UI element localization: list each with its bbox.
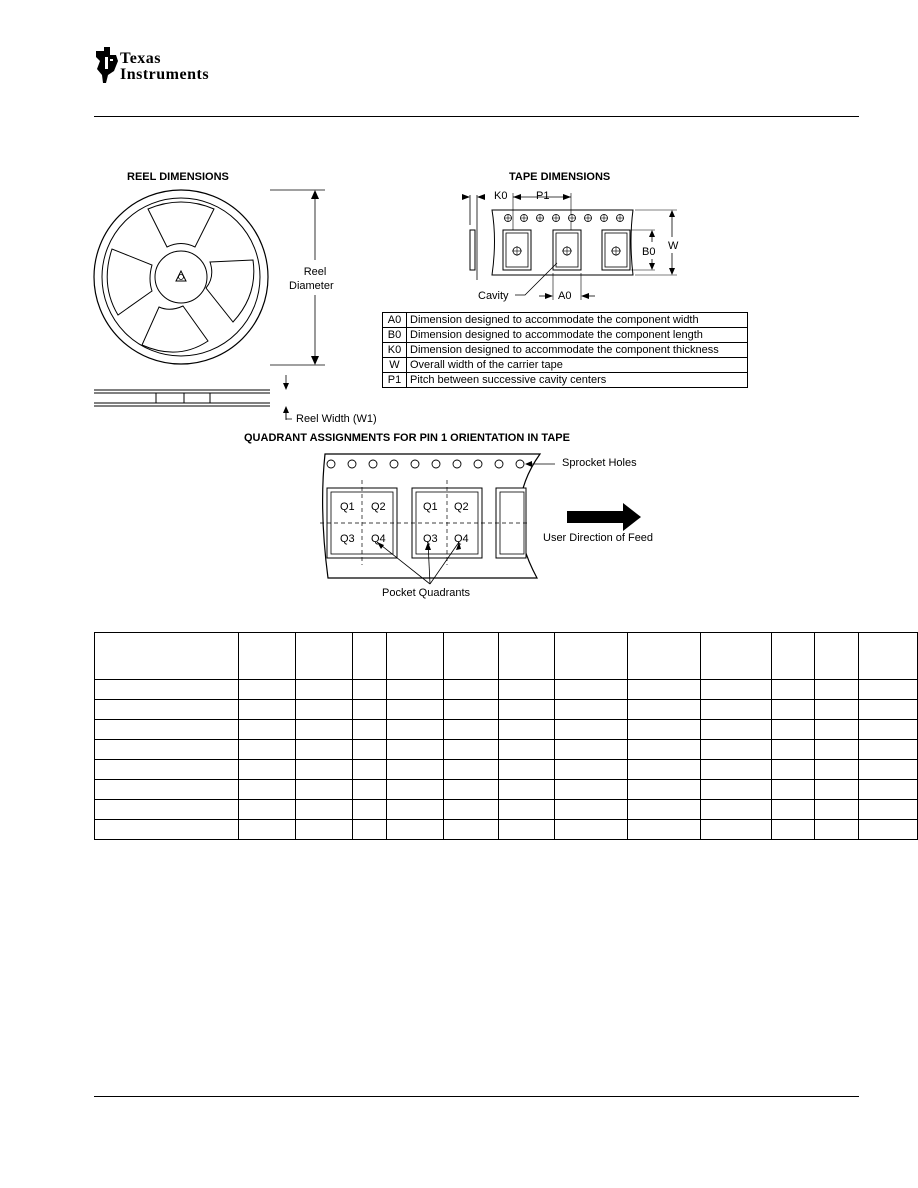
table-cell	[296, 800, 353, 820]
table-cell	[555, 720, 628, 740]
header-rule	[94, 116, 859, 117]
table-cell	[815, 800, 859, 820]
table-cell	[772, 680, 815, 700]
legend-code: A0	[383, 313, 407, 328]
table-cell	[700, 820, 772, 840]
table-cell	[95, 820, 239, 840]
quadrant-q2-b: Q2	[454, 501, 469, 513]
table-cell	[239, 820, 296, 840]
w-label: W	[668, 240, 679, 252]
table-cell	[859, 780, 918, 800]
legend-row	[383, 313, 748, 328]
table-cell	[700, 800, 772, 820]
table-cell	[772, 633, 815, 680]
table-cell	[239, 680, 296, 700]
table-cell	[627, 700, 700, 720]
table-cell	[296, 720, 353, 740]
table-cell	[627, 780, 700, 800]
table-row	[95, 740, 918, 760]
legend-code: B0	[383, 328, 407, 343]
table-cell	[555, 820, 628, 840]
quadrant-q3-b: Q3	[423, 533, 438, 545]
sprocket-holes-label: Sprocket Holes	[562, 457, 637, 469]
k0-label: K0	[494, 190, 508, 202]
table-cell	[555, 800, 628, 820]
legend-code: K0	[383, 343, 407, 358]
table-row	[95, 720, 918, 740]
table-cell	[386, 820, 443, 840]
table-cell	[499, 700, 555, 720]
table-cell	[700, 740, 772, 760]
table-cell	[239, 760, 296, 780]
tape-dimension-legend	[382, 312, 748, 388]
table-cell	[353, 700, 387, 720]
table-cell	[386, 700, 443, 720]
table-cell	[555, 760, 628, 780]
table-cell	[627, 760, 700, 780]
table-cell	[353, 780, 387, 800]
reel-side-view	[90, 370, 290, 420]
reel-width-label: Reel Width (W1)	[296, 413, 377, 425]
legend-desc: Dimension designed to accommodate the component thickness	[407, 343, 748, 358]
quadrant-q3-a: Q3	[340, 533, 355, 545]
pocket-quadrants-label: Pocket Quadrants	[382, 587, 471, 599]
table-cell	[443, 820, 499, 840]
table-cell	[859, 800, 918, 820]
table-cell	[443, 740, 499, 760]
table-cell	[353, 680, 387, 700]
legend-row	[383, 343, 748, 358]
table-cell	[627, 720, 700, 740]
reel-diameter-label-1: Reel	[303, 266, 327, 278]
quadrant-title: QUADRANT ASSIGNMENTS FOR PIN 1 ORIENTATION IN TAPE	[244, 432, 570, 444]
table-cell	[239, 740, 296, 760]
table-cell	[772, 740, 815, 760]
table-cell	[859, 760, 918, 780]
table-cell	[700, 760, 772, 780]
legend-desc: Overall width of the carrier tape	[407, 358, 748, 373]
table-cell	[499, 720, 555, 740]
company-name-line1: Texas	[120, 50, 162, 67]
table-cell	[386, 800, 443, 820]
footer-rule	[94, 1096, 859, 1097]
table-cell	[815, 720, 859, 740]
table-cell	[443, 680, 499, 700]
table-cell	[296, 680, 353, 700]
legend-desc: Dimension designed to accommodate the component length	[407, 328, 748, 343]
table-cell	[95, 760, 239, 780]
table-cell	[772, 800, 815, 820]
table-cell	[627, 740, 700, 760]
table-cell	[772, 820, 815, 840]
table-cell	[499, 740, 555, 760]
table-cell	[499, 820, 555, 840]
legend-desc: Dimension designed to accommodate the component width	[407, 313, 748, 328]
table-cell	[239, 633, 296, 680]
table-cell	[95, 700, 239, 720]
table-cell	[499, 680, 555, 700]
legend-desc: Pitch between successive cavity centers	[407, 373, 748, 388]
table-cell	[95, 740, 239, 760]
table-cell	[772, 700, 815, 720]
table-cell	[815, 820, 859, 840]
table-cell	[859, 740, 918, 760]
table-cell	[239, 800, 296, 820]
table-cell	[443, 800, 499, 820]
table-cell	[555, 740, 628, 760]
ti-logo-icon	[94, 45, 122, 85]
table-cell	[353, 633, 387, 680]
table-row	[95, 700, 918, 720]
feed-direction-label: User Direction of Feed	[543, 532, 654, 544]
table-cell	[627, 680, 700, 700]
table-cell	[296, 700, 353, 720]
table-cell	[296, 780, 353, 800]
table-cell	[627, 633, 700, 680]
table-cell	[555, 780, 628, 800]
table-cell	[386, 760, 443, 780]
table-cell	[353, 800, 387, 820]
table-cell	[700, 633, 772, 680]
table-cell	[499, 780, 555, 800]
company-name-line2: Instruments	[120, 66, 210, 83]
table-cell	[386, 720, 443, 740]
table-cell	[95, 680, 239, 700]
table-cell	[296, 633, 353, 680]
table-cell	[386, 740, 443, 760]
quadrant-q1-b: Q1	[423, 501, 438, 513]
table-cell	[859, 633, 918, 680]
reel-dimensions-title: REEL DIMENSIONS	[127, 171, 229, 183]
table-cell	[555, 700, 628, 720]
table-cell	[627, 820, 700, 840]
p1-label: P1	[536, 190, 550, 202]
table-cell	[772, 780, 815, 800]
quadrant-q2-a: Q2	[371, 501, 386, 513]
table-cell	[443, 720, 499, 740]
reel-diameter-label-2: Diameter	[289, 280, 334, 292]
legend-code: W	[383, 358, 407, 373]
table-cell	[815, 680, 859, 700]
quadrant-q1-a: Q1	[340, 501, 355, 513]
table-cell	[443, 780, 499, 800]
cavity-label: Cavity	[478, 290, 509, 302]
table-cell	[772, 760, 815, 780]
table-cell	[555, 680, 628, 700]
table-cell	[859, 720, 918, 740]
table-cell	[499, 633, 555, 680]
table-cell	[353, 820, 387, 840]
table-cell	[386, 780, 443, 800]
table-cell	[296, 760, 353, 780]
table-cell	[386, 680, 443, 700]
quadrant-q4-b: Q4	[454, 533, 469, 545]
table-cell	[700, 720, 772, 740]
table-cell	[95, 800, 239, 820]
legend-row	[383, 358, 748, 373]
table-cell	[353, 720, 387, 740]
quadrant-drawing	[315, 450, 665, 585]
tape-dimensions-title: TAPE DIMENSIONS	[509, 171, 611, 183]
table-cell	[239, 700, 296, 720]
table-cell	[353, 760, 387, 780]
table-header-row	[95, 633, 918, 680]
table-cell	[95, 633, 239, 680]
legend-code: P1	[383, 373, 407, 388]
table-row	[95, 760, 918, 780]
table-cell	[815, 740, 859, 760]
table-cell	[859, 700, 918, 720]
b0-label: B0	[642, 246, 656, 258]
table-cell	[353, 740, 387, 760]
table-cell	[700, 780, 772, 800]
legend-row	[383, 328, 748, 343]
table-cell	[443, 700, 499, 720]
a0-label: A0	[558, 290, 572, 302]
table-cell	[443, 633, 499, 680]
table-cell	[95, 720, 239, 740]
table-cell	[386, 633, 443, 680]
table-cell	[700, 700, 772, 720]
table-cell	[95, 780, 239, 800]
table-cell	[815, 633, 859, 680]
table-cell	[627, 800, 700, 820]
table-cell	[815, 780, 859, 800]
table-cell	[296, 820, 353, 840]
quadrant-q4-a: Q4	[371, 533, 386, 545]
table-cell	[499, 800, 555, 820]
table-cell	[700, 680, 772, 700]
table-cell	[859, 820, 918, 840]
table-cell	[296, 740, 353, 760]
table-row	[95, 820, 918, 840]
table-row	[95, 780, 918, 800]
table-cell	[239, 780, 296, 800]
table-cell	[815, 700, 859, 720]
table-row	[95, 800, 918, 820]
table-cell	[555, 633, 628, 680]
table-cell	[499, 760, 555, 780]
reel-width-leader	[282, 405, 294, 425]
tape-reel-info-table	[94, 632, 918, 840]
table-cell	[239, 720, 296, 740]
table-cell	[859, 680, 918, 700]
table-cell	[772, 720, 815, 740]
legend-row	[383, 373, 748, 388]
table-cell	[815, 760, 859, 780]
table-cell	[443, 760, 499, 780]
table-row	[95, 680, 918, 700]
